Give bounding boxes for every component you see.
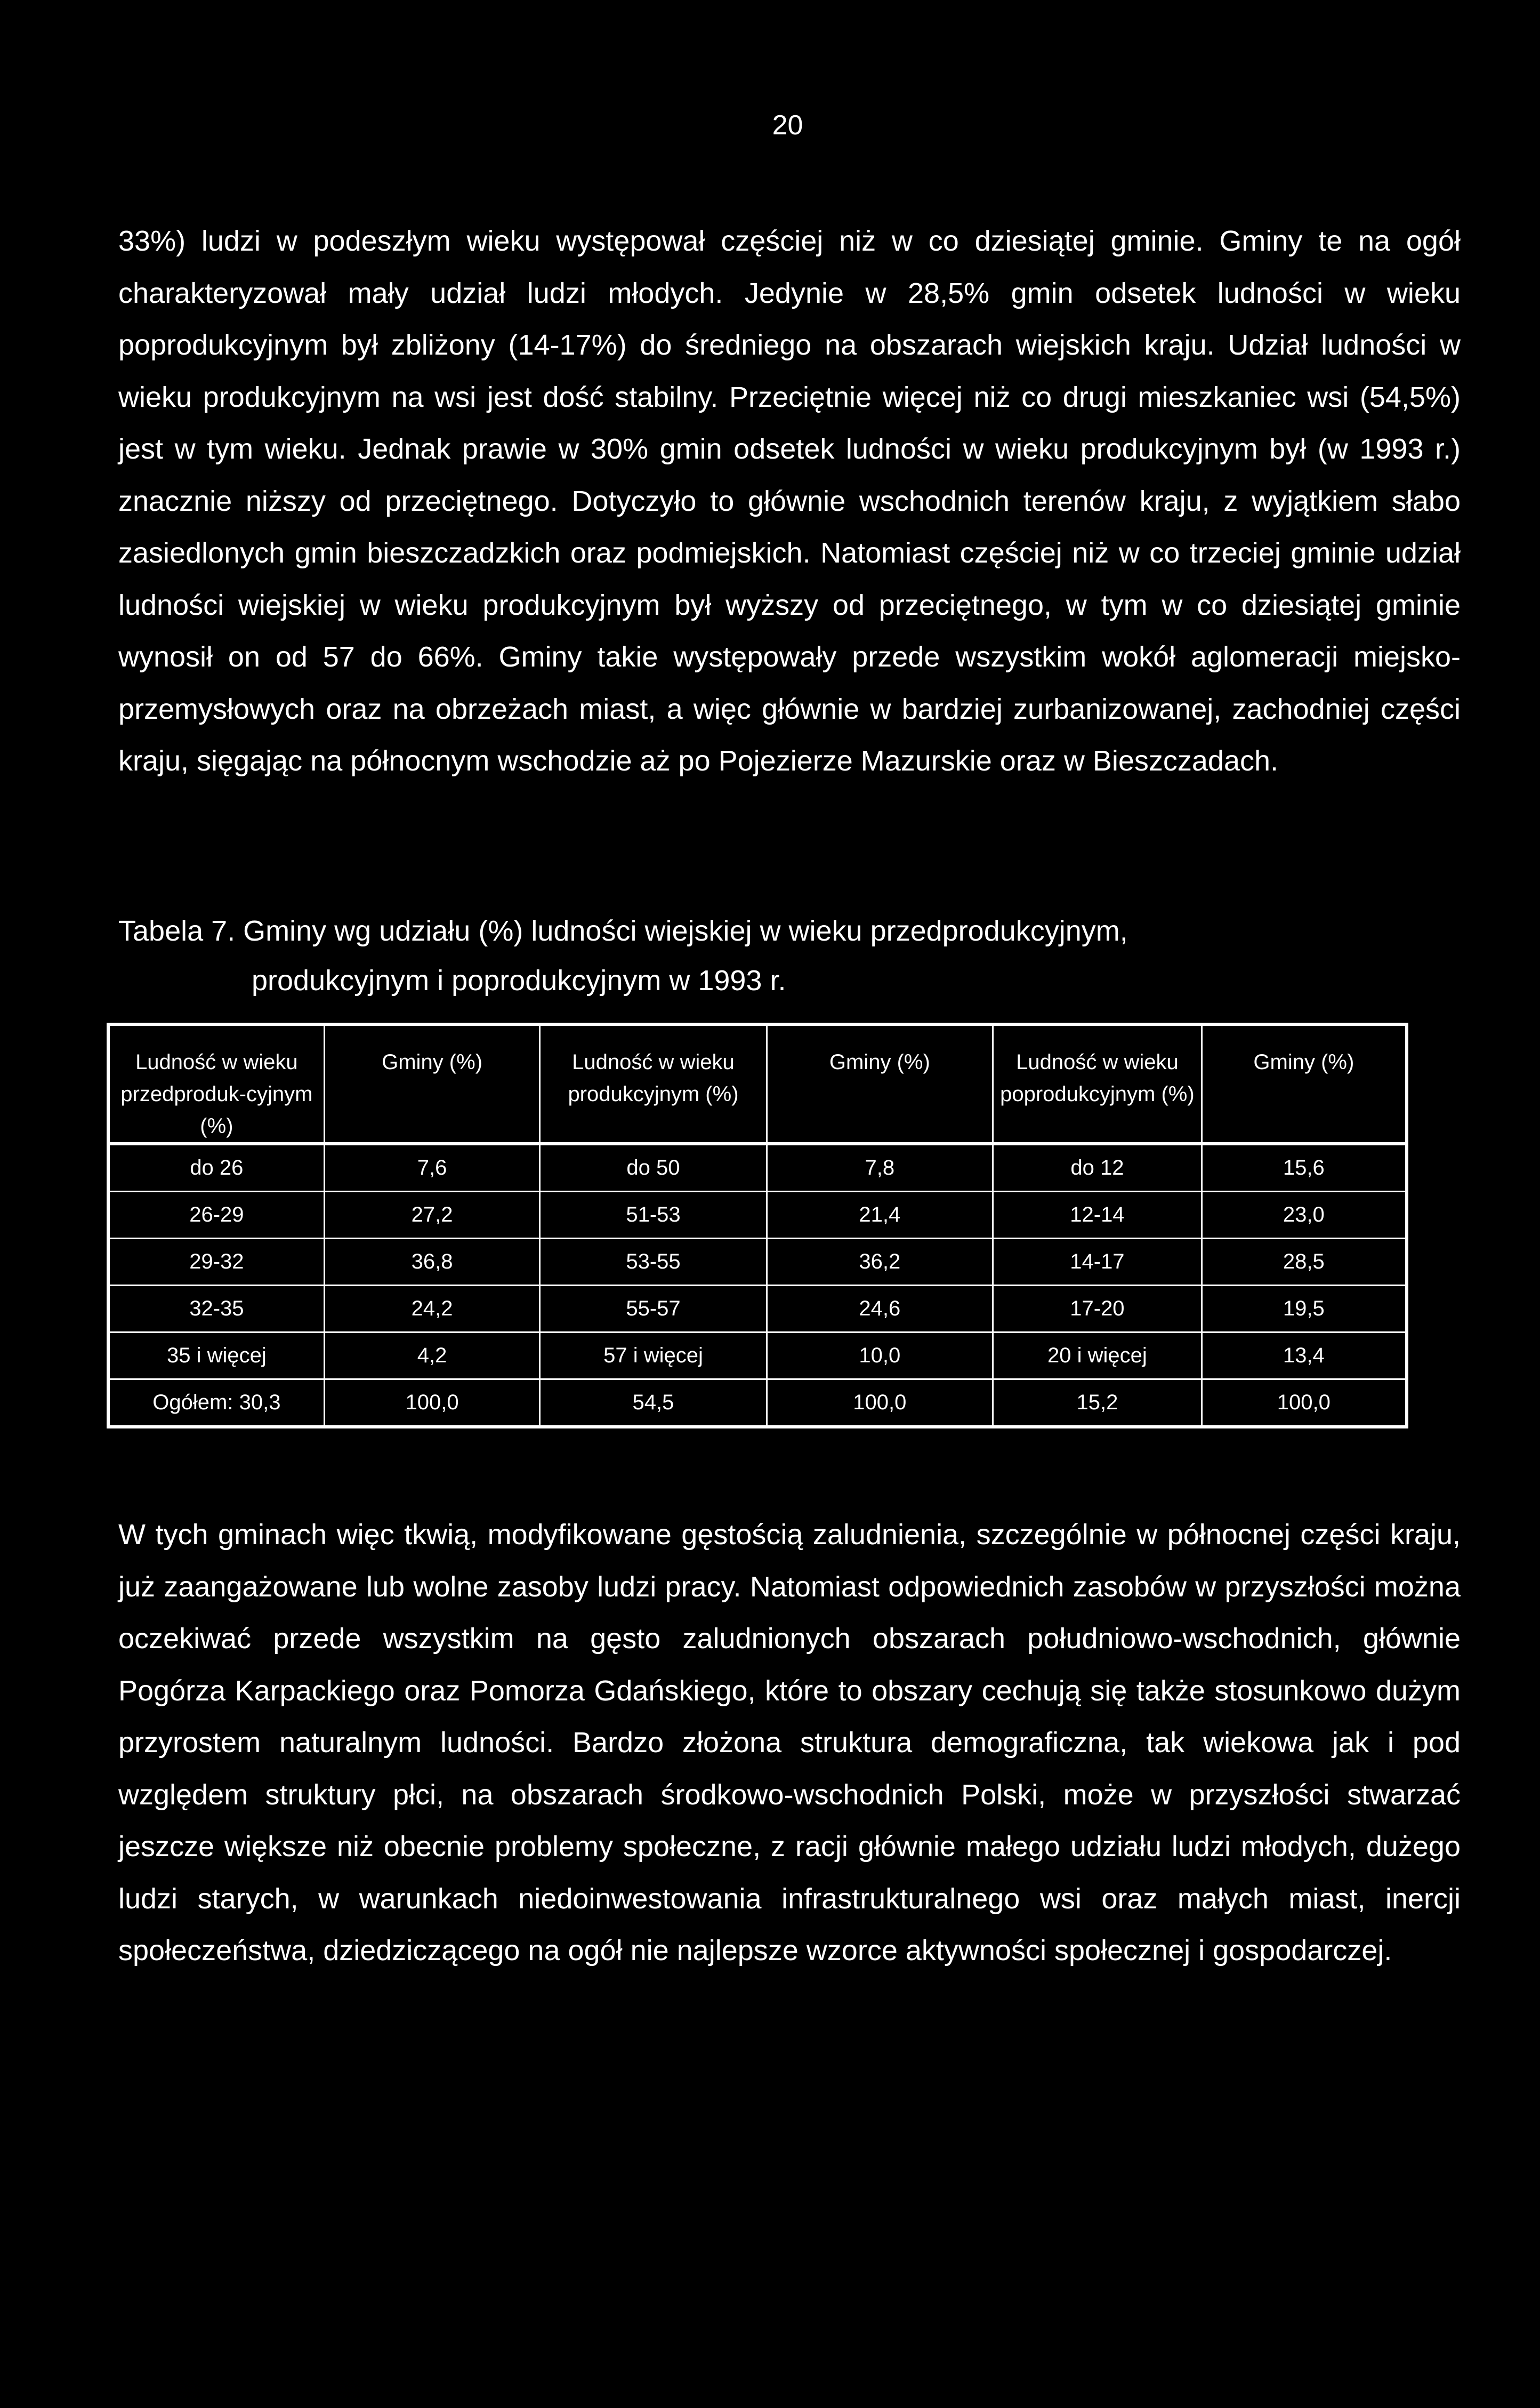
header-cell: Gminy (%) bbox=[767, 1024, 993, 1144]
table-cell: 24,6 bbox=[767, 1286, 993, 1333]
table-cell: 57 i więcej bbox=[540, 1333, 767, 1379]
table-cell: 7,8 bbox=[767, 1144, 993, 1192]
table-cell: 27,2 bbox=[324, 1192, 540, 1239]
table-cell: 55-57 bbox=[540, 1286, 767, 1333]
table-cell: 26-29 bbox=[108, 1192, 324, 1239]
table-cell: 15,6 bbox=[1202, 1144, 1407, 1192]
table-total-row bbox=[108, 1379, 1407, 1427]
body-paragraph-1: 33%) ludzi w podeszłym wieku występował częściej niż w co dziesiątej gminie. Gminy te na ogół charakteryzował mały udział ludzi młodych. Jedynie w 28,5% gmin odsetek ludności w wieku poprodukcyjnym był zbliżony (14-17%) do średniego na obszarach wiejskich kraju. Udział ludności w wieku produkcyjnym na wsi jest dość stabilny. Przeciętnie więcej niż co drugi mieszkaniec wsi (54,5%) jest w tym wieku. Jednak prawie w 30% gmin odsetek ludności w wieku produkcyjnym był (w 1993 r.) znacznie niższy od przeciętnego. Dotyczyło to głównie wschodnich terenów kraju, z wyjątkiem słabo zasiedlonych gmin bieszczadzkich oraz podmiejskich. Natomiast częściej niż w co trzeciej gminie udział ludności wiejskiej w wieku produkcyjnym był wyższy od przeciętnego, w tym w co dziesiątej gminie wynosił on od 57 do 66%. Gminy takie występowały przede wszystkim wokół aglomeracji miejsko-przemysłowych oraz na obrzeżach miast, a więc głównie w bardziej zurbanizowanej, zachodniej części kraju, sięgając na północnym wschodzie aż po Pojezierze Mazurskie oraz w Bieszczadach. bbox=[118, 225, 1461, 777]
table-cell: 14-17 bbox=[993, 1239, 1202, 1286]
table-caption-line-2: produkcyjnym i poprodukcyjnym w 1993 r. bbox=[252, 965, 786, 997]
table-cell: 19,5 bbox=[1202, 1286, 1407, 1333]
table-cell: 54,5 bbox=[540, 1379, 767, 1427]
table-row bbox=[108, 1239, 1407, 1286]
table-cell: 20 i więcej bbox=[993, 1333, 1202, 1379]
table-cell: Ogółem: 30,3 bbox=[108, 1379, 324, 1427]
table-cell: 53-55 bbox=[540, 1239, 767, 1286]
table-cell: 35 i więcej bbox=[108, 1333, 324, 1379]
table-cell: 15,2 bbox=[993, 1379, 1202, 1427]
table-cell: 36,8 bbox=[324, 1239, 540, 1286]
header-cell: Ludność w wieku przedproduk-cyjnym (%) bbox=[108, 1024, 324, 1144]
table-cell: do 26 bbox=[108, 1144, 324, 1192]
table-cell: 51-53 bbox=[540, 1192, 767, 1239]
table-cell: 100,0 bbox=[1202, 1379, 1407, 1427]
table-cell: 36,2 bbox=[767, 1239, 993, 1286]
table-cell: 12-14 bbox=[993, 1192, 1202, 1239]
header-cell: Ludność w wieku produkcyjnym (%) bbox=[540, 1024, 767, 1144]
header-cell: Gminy (%) bbox=[1202, 1024, 1407, 1144]
table-cell: do 12 bbox=[993, 1144, 1202, 1192]
table-cell: 10,0 bbox=[767, 1333, 993, 1379]
header-cell: Gminy (%) bbox=[324, 1024, 540, 1144]
table-cell: 23,0 bbox=[1202, 1192, 1407, 1239]
table-row bbox=[108, 1144, 1407, 1192]
table-cell: 29-32 bbox=[108, 1239, 324, 1286]
table-caption bbox=[118, 906, 1462, 1006]
table-cell: 100,0 bbox=[767, 1379, 993, 1427]
table-caption-line-1: Tabela 7. Gminy wg udziału (%) ludności wiejskiej w wieku przedprodukcyjnym, bbox=[118, 915, 1128, 947]
table-row bbox=[108, 1192, 1407, 1239]
header-cell: Ludność w wieku poprodukcyjnym (%) bbox=[993, 1024, 1202, 1144]
table-row bbox=[108, 1286, 1407, 1333]
table-cell: do 50 bbox=[540, 1144, 767, 1192]
table-cell: 13,4 bbox=[1202, 1333, 1407, 1379]
data-table-container bbox=[107, 1023, 1408, 1428]
table-row bbox=[108, 1333, 1407, 1379]
table-cell: 21,4 bbox=[767, 1192, 993, 1239]
page-number: 20 bbox=[772, 110, 803, 141]
table-cell: 4,2 bbox=[324, 1333, 540, 1379]
table-cell: 32-35 bbox=[108, 1286, 324, 1333]
table-cell: 17-20 bbox=[993, 1286, 1202, 1333]
data-table bbox=[107, 1023, 1408, 1428]
table-cell: 100,0 bbox=[324, 1379, 540, 1427]
table-header-row bbox=[108, 1024, 1407, 1144]
body-paragraph-2: W tych gminach więc tkwią, modyfikowane gęstością zaludnienia, szczególnie w północnej części kraju, już zaangażowane lub wolne zasoby ludzi pracy. Natomiast odpowiednich zasobów w przyszłości można oczekiwać przede wszystkim na gęsto zaludnionych obszarach południowo-wschodnich, głównie Pogórza Karpackiego oraz Pomorza Gdańskiego, które to obszary cechują się także stosunkowo dużym przyrostem naturalnym ludności. Bardzo złożona struktura demograficzna, tak wiekowa jak i pod względem struktury płci, na obszarach środkowo-wschodnich Polski, może w przyszłości stwarzać jeszcze większe niż obecnie problemy społeczne, z racji głównie małego udziału ludzi młodych, dużego ludzi starych, w warunkach niedoinwestowania infrastrukturalnego wsi oraz małych miast, inercji społeczeństwa, dziedziczącego na ogół nie najlepsze wzorce aktywności społecznej i gospodarczej. bbox=[118, 1519, 1461, 1966]
table-cell: 24,2 bbox=[324, 1286, 540, 1333]
table-cell: 7,6 bbox=[324, 1144, 540, 1192]
table-cell: 28,5 bbox=[1202, 1239, 1407, 1286]
